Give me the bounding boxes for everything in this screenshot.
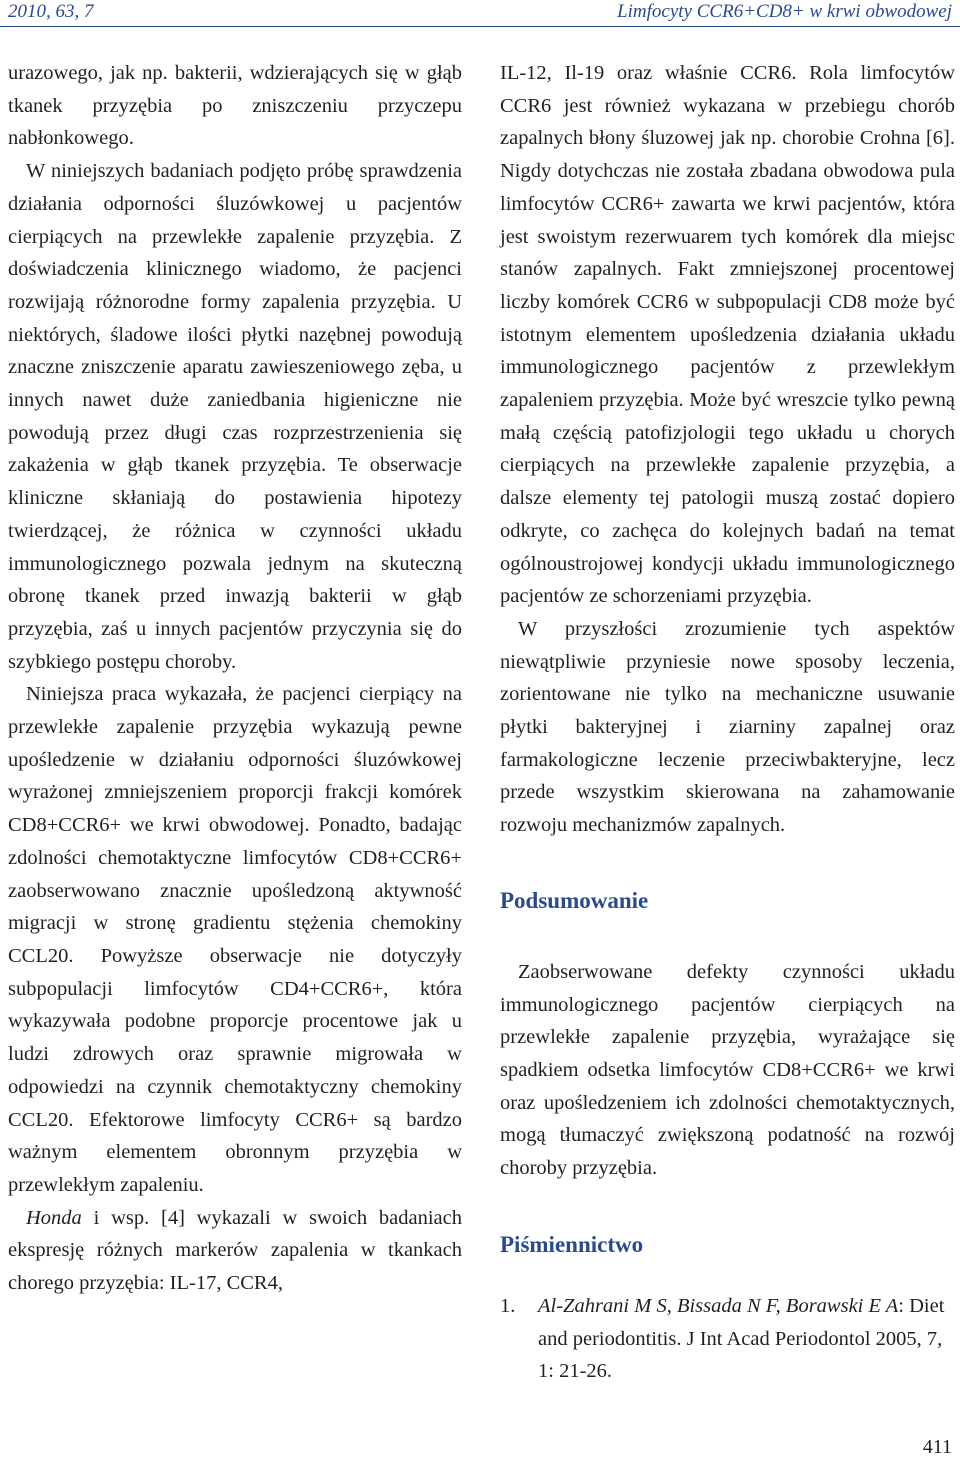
paragraph-honda-text: i wsp. [4] wykazali w swoich badaniach ekspresję różnych markerów zapalenia w tkankach chorego przyzębia: IL-17, CCR4, xyxy=(8,1206,462,1295)
references-heading: Piśmiennictwo xyxy=(500,1231,644,1257)
paragraph-honda xyxy=(8,1202,462,1300)
summary-text: Zaobserwowane defekty czynności układu immunologicznego pacjentów cierpiących na przewlekłe zapalenie przyzębia, wyrażające się spadkiem odsetka limfocytów CD8+CCR6+ we krwi oraz upośledzeniem ich zdolności chemotaktycznych, mogą tłumaczyć zwiększoną podatność na rozwój choroby przyzębia. xyxy=(500,960,955,1180)
reference-item xyxy=(500,1290,955,1388)
reference-number: 1. xyxy=(500,1294,516,1317)
paragraph-hypothesis: W niniejszych badaniach podjęto próbę sprawdzenia działania odporności śluzówkowej u pacjentów cierpiących na przewlekłe zapalenie przyzębia. Z doświadczenia klinicznego wiadomo, że pacjenci rozwijają różnorodne formy zapalenia przyzębia. U niektórych, śladowe ilości płytki nazębnej powodują znaczne zniszczenie aparatu zawieszeniowego zęba, u innych nawet duże zaniedbania higieniczne nie powodują przez długi czas rozprzestrzenienia się zakażenia w głąb tkanek przyzębia. Te obserwacje kliniczne skłaniają do postawienia hipotezy twierdzącej, że różnica w czynności układu immunologicznego pozwala jednym na skuteczną obronę tkanek przed inwazją bakterii w głąb przyzębia, zaś u innych pacjentów przyczynia się do szybkiego postępu choroby. xyxy=(8,160,462,673)
reference-body xyxy=(538,1290,955,1388)
paragraph-continued: urazowego, jak np. bakterii, wdzierających się w głąb tkanek przyzębia po zniszczeniu przyczepu nabłonkowego. xyxy=(8,62,462,150)
journal-issue: 2010, 63, 7 xyxy=(8,1,94,22)
right-column xyxy=(500,57,955,1388)
article-running-title: Limfocyty CCR6+CD8+ w krwi obwodowej xyxy=(617,1,952,22)
paragraph-findings: Niniejsza praca wykazała, że pacjenci cierpiący na przewlekłe zapalenie przyzębia wykazują pewne upośledzenie w działaniu odporności śluzówkowej wyrażonej zmniejszeniem proporcji frakcji komórek CD8+CCR6+ we krwi obwodowej. Ponadto, badając zdolności chemotaktyczne limfocytów CD8+CCR6+ zaobserwowano znacznie upośledzoną aktywność migracji w stronę gradientu stężenia chemokiny CCL20. Powyższe obserwacje nie dotyczyły subpopulacji limfocytów CD4+CCR6+, która wykazywała podobne proporcje procentowe jak u ludzi zdrowych oraz sprawnie migrowała w odpowiedzi na czynnik chemotaktyczny chemokiny CCL20. Efektorowe limfocyty CCR6+ są bardzo ważnym elementem obronnym przyzębia w przewlekłym zapaleniu. xyxy=(8,683,462,1196)
paragraph-future: W przyszłości zrozumienie tych aspektów niewątpliwie przyniesie nowe sposoby leczenia, zorientowane nie tylko na mechaniczne usuwanie płytki bakteryjnej i ziarniny zapalnej oraz farmakologiczne leczenie przeciwbakteryjne, lecz przede wszystkim skierowana na zahamowanie rozwoju mechanizmów zapalnych. xyxy=(500,617,955,837)
cited-author: Honda xyxy=(26,1206,82,1229)
running-header xyxy=(0,0,960,27)
left-column xyxy=(8,57,462,1300)
header-divider xyxy=(0,26,960,27)
reference-authors: Al-Zahrani M S, Bissada N F, Borawski E A xyxy=(538,1294,899,1317)
reference-details: : Diet and periodontitis. J Int Acad Periodontol 2005, 7, 1: 21-26. xyxy=(538,1294,945,1383)
page-number: 411 xyxy=(922,1436,952,1458)
paragraph-ccr6-role: IL-12, Il-19 oraz właśnie CCR6. Rola limfocytów CCR6 jest również wykazana w przebiegu chorób zapalnych błony śluzowej jak np. chorobie Crohna [6]. Nigdy dotychczas nie została zbadana obwodowa pula limfocytów CCR6+ zawarta we krwi pacjentów, która jest swoistym rezerwuarem tych komórek dla miejsc stanów zapalnych. Fakt zmniejszonej procentowej liczby komórek CCR6 w subpopulacji CD8 może być istotnym elementem upośledzenia działania układu immunologicznego pacjentów z przewlekłym zapaleniem przyzębia. Może być wreszcie tylko pewną małą częścią patofizjologii tego układu u chorych cierpiących na przewlekłe zapalenie przyzębia, a dalsze elementy tej patologii muszą zostać dopiero odkryte, co zachęca do kolejnych badań na temat ogólnoustrojowej kondycji układu immunologicznego pacjentów ze schorzeniami przyzębia. xyxy=(500,62,955,608)
summary-heading: Podsumowanie xyxy=(500,887,649,913)
